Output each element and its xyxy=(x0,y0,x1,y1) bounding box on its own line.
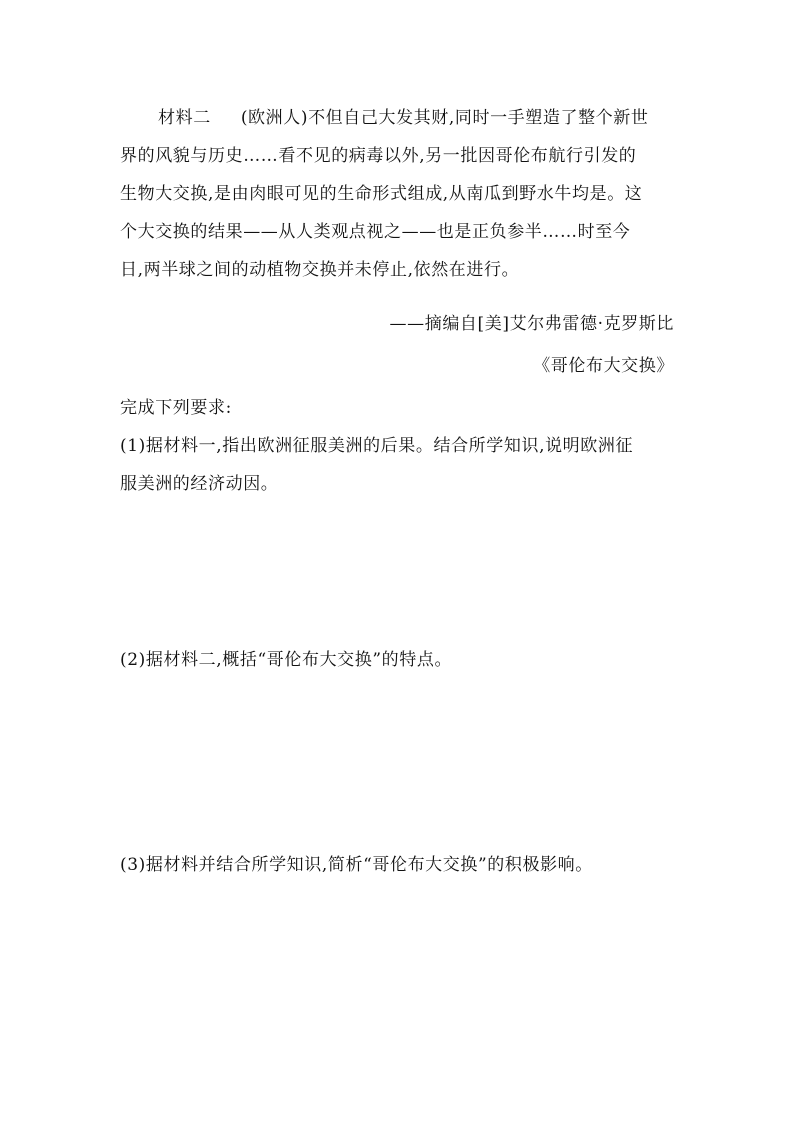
material2-line-1 xyxy=(158,108,648,128)
material2-text-1: (欧洲人)不但自己大发其财,同时一手塑造了整个新世 xyxy=(240,108,649,128)
material2-line-2: 界的风貌与历史……看不见的病毒以外,另一批因哥伦布航行引发的 xyxy=(120,146,637,166)
material2-label: 材料二 xyxy=(158,108,211,128)
question-3: (3)据材料并结合所学知识,简析“哥伦布大交换”的积极影响。 xyxy=(120,855,593,875)
source-title: 《哥伦布大交换》 xyxy=(533,356,674,376)
instructions: 完成下列要求: xyxy=(120,398,232,418)
source-author: ——摘编自[美]艾尔弗雷德·克罗斯比 xyxy=(389,314,674,334)
material2-line-5: 日,两半球之间的动植物交换并未停止,依然在进行。 xyxy=(120,260,520,280)
question-2: (2)据材料二,概括“哥伦布大交换”的特点。 xyxy=(120,650,453,670)
material2-line-3: 生物大交换,是由肉眼可见的生命形式组成,从南瓜到野水牛均是。这 xyxy=(120,184,643,204)
material2-line-4: 个大交换的结果——从人类观点视之——也是正负参半……时至今 xyxy=(120,222,631,242)
question-1-line-2: 服美洲的经济动因。 xyxy=(120,474,279,494)
question-1-line-1: (1)据材料一,指出欧洲征服美洲的后果。结合所学知识,说明欧洲征 xyxy=(120,436,634,456)
